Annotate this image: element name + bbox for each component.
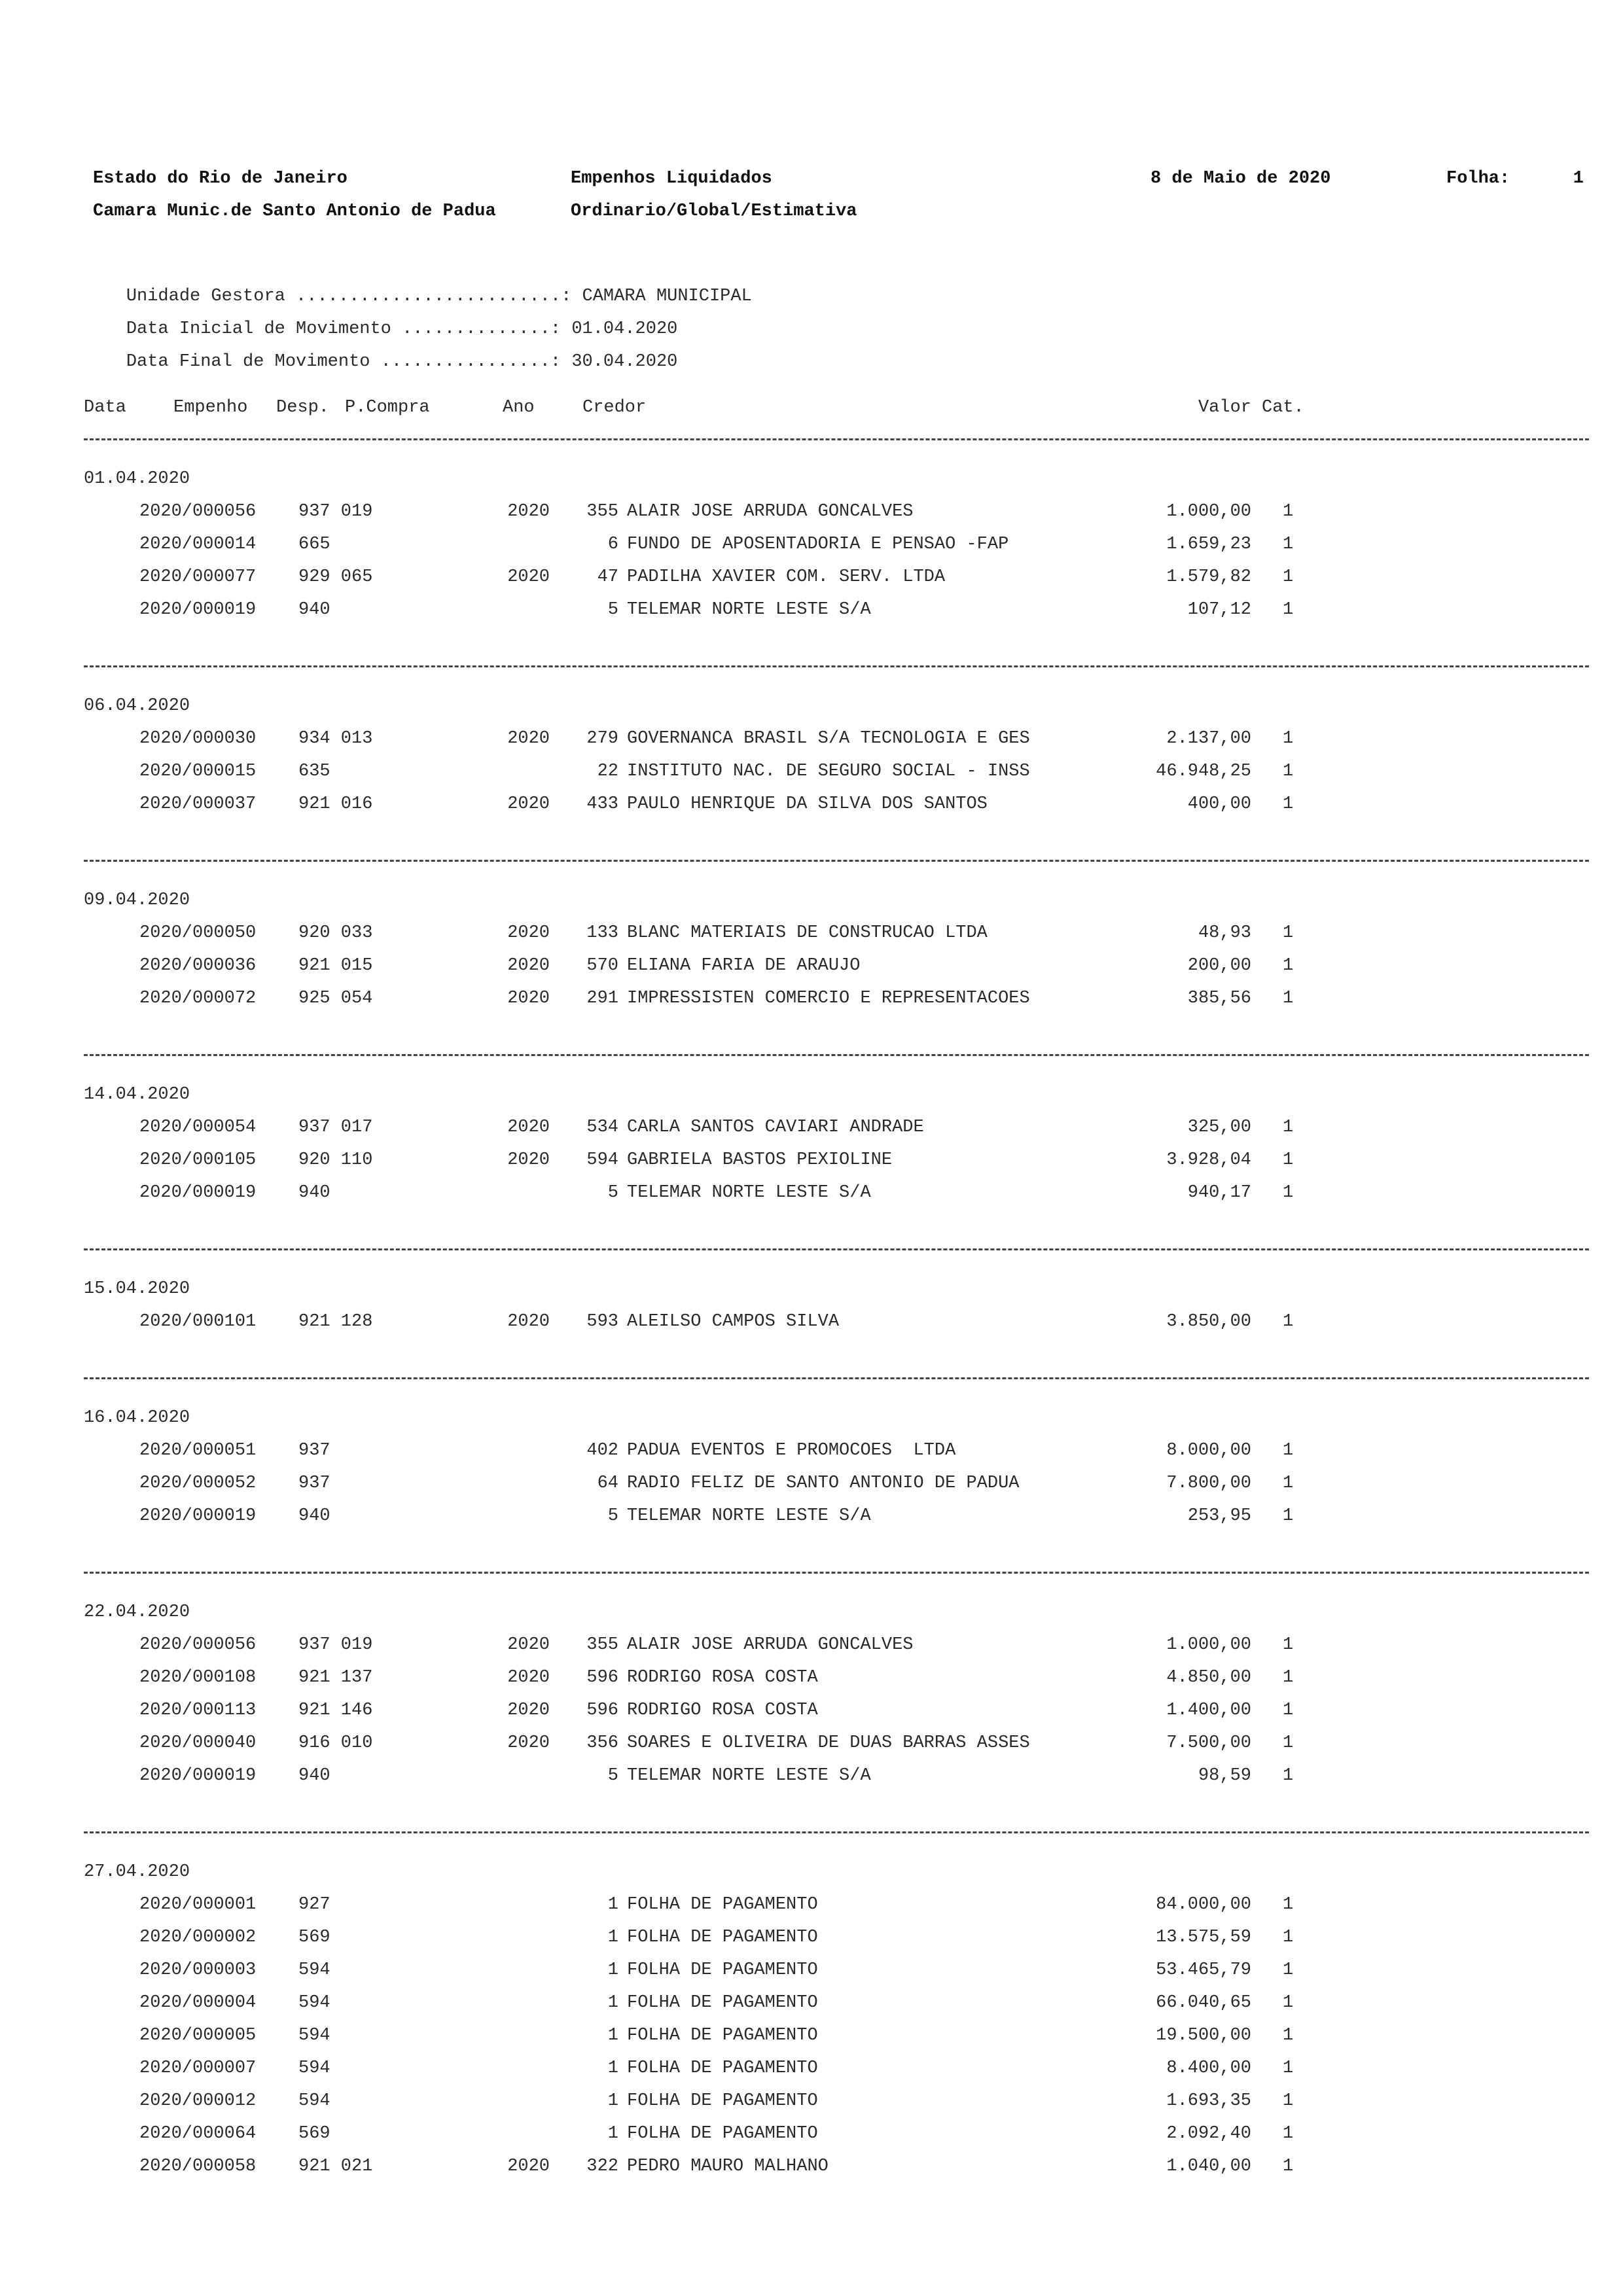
row-empenho: 2020/000030 <box>139 729 257 749</box>
row-credor: PEDRO MAURO MALHANO <box>627 2157 829 2176</box>
row-desp: 925 054 <box>298 989 373 1008</box>
row-credor: FOLHA DE PAGAMENTO <box>627 1960 818 1980</box>
row-valor: 1.579,82 <box>1166 567 1251 587</box>
row-empenho: 2020/000105 <box>139 1150 257 1170</box>
separator-line <box>84 1377 1589 1379</box>
row-credor-code: 1 <box>607 1993 618 2013</box>
row-empenho: 2020/000014 <box>139 535 257 554</box>
row-valor: 4.850,00 <box>1166 1668 1251 1687</box>
separator-line <box>84 1572 1589 1574</box>
group-date: 14.04.2020 <box>84 1085 190 1104</box>
row-credor-code: 1 <box>607 2058 618 2078</box>
row-credor-code: 1 <box>607 2124 618 2144</box>
row-desp: 927 <box>298 1895 330 1915</box>
row-empenho: 2020/000040 <box>139 1733 257 1753</box>
row-ano: 2020 <box>507 1668 550 1687</box>
row-cat: 1 <box>1283 923 1294 943</box>
row-credor: FOLHA DE PAGAMENTO <box>627 2058 818 2078</box>
row-credor-code: 593 <box>586 1312 618 1332</box>
row-valor: 385,56 <box>1187 989 1251 1008</box>
row-cat: 1 <box>1283 2124 1294 2144</box>
row-valor: 53.465,79 <box>1156 1960 1251 1980</box>
col-header-desp: Desp. <box>276 398 330 417</box>
col-header-ano: Ano <box>503 398 535 417</box>
row-credor: INSTITUTO NAC. DE SEGURO SOCIAL - INSS <box>627 762 1030 781</box>
row-credor-code: 279 <box>586 729 618 749</box>
row-credor: PADILHA XAVIER COM. SERV. LTDA <box>627 567 946 587</box>
row-valor: 2.137,00 <box>1166 729 1251 749</box>
row-empenho: 2020/000005 <box>139 2026 257 2045</box>
row-credor-code: 47 <box>597 567 618 587</box>
row-cat: 1 <box>1283 1766 1294 1786</box>
row-ano: 2020 <box>507 1312 550 1332</box>
row-valor: 3.928,04 <box>1166 1150 1251 1170</box>
folha-label: Folha: <box>1446 169 1510 188</box>
row-credor-code: 355 <box>586 502 618 521</box>
meta-data-final-label: Data Final de Movimento ................: <box>126 352 562 372</box>
row-valor: 19.500,00 <box>1156 2026 1251 2045</box>
row-credor: GABRIELA BASTOS PEXIOLINE <box>627 1150 893 1170</box>
row-desp: 569 <box>298 2124 330 2144</box>
meta-data-final <box>84 332 677 391</box>
row-valor: 253,95 <box>1187 1506 1251 1526</box>
row-cat: 1 <box>1283 1993 1294 2013</box>
row-valor: 84.000,00 <box>1156 1895 1251 1915</box>
row-empenho: 2020/000012 <box>139 2091 257 2111</box>
row-empenho: 2020/000019 <box>139 1766 257 1786</box>
meta-data-inicial-label: Data Inicial de Movimento ..............: <box>126 319 562 339</box>
row-credor-code: 534 <box>586 1118 618 1137</box>
row-desp: 937 019 <box>298 1635 373 1655</box>
row-ano: 2020 <box>507 1701 550 1720</box>
row-desp: 921 128 <box>298 1312 373 1332</box>
row-credor-code: 5 <box>607 1183 618 1203</box>
row-empenho: 2020/000054 <box>139 1118 257 1137</box>
row-valor: 66.040,65 <box>1156 1993 1251 2013</box>
row-credor: FOLHA DE PAGAMENTO <box>627 2124 818 2144</box>
row-credor-code: 1 <box>607 1928 618 1947</box>
row-valor: 7.500,00 <box>1166 1733 1251 1753</box>
row-valor: 1.400,00 <box>1166 1701 1251 1720</box>
row-empenho: 2020/000019 <box>139 1506 257 1526</box>
row-ano: 2020 <box>507 1635 550 1655</box>
row-desp: 940 <box>298 1183 330 1203</box>
row-cat: 1 <box>1283 567 1294 587</box>
row-valor: 1.000,00 <box>1166 1635 1251 1655</box>
row-cat: 1 <box>1283 2058 1294 2078</box>
meta-unidade-value: CAMARA MUNICIPAL <box>582 287 752 306</box>
group-date: 27.04.2020 <box>84 1862 190 1882</box>
row-credor-code: 1 <box>607 2091 618 2111</box>
row-credor: GOVERNANCA BRASIL S/A TECNOLOGIA E GES <box>627 729 1030 749</box>
row-valor: 48,93 <box>1198 923 1251 943</box>
row-credor: PAULO HENRIQUE DA SILVA DOS SANTOS <box>627 794 988 814</box>
row-credor-code: 291 <box>586 989 618 1008</box>
row-empenho: 2020/000001 <box>139 1895 257 1915</box>
row-empenho: 2020/000007 <box>139 2058 257 2078</box>
row-empenho: 2020/000002 <box>139 1928 257 1947</box>
row-empenho: 2020/000058 <box>139 2157 257 2176</box>
row-credor-code: 355 <box>586 1635 618 1655</box>
row-credor-code: 5 <box>607 1506 618 1526</box>
row-ano: 2020 <box>507 567 550 587</box>
row-credor: RODRIGO ROSA COSTA <box>627 1668 818 1687</box>
row-ano: 2020 <box>507 1118 550 1137</box>
row-empenho: 2020/000050 <box>139 923 257 943</box>
row-credor: FOLHA DE PAGAMENTO <box>627 2091 818 2111</box>
row-empenho: 2020/000113 <box>139 1701 257 1720</box>
row-ano: 2020 <box>507 729 550 749</box>
row-cat: 1 <box>1283 1441 1294 1460</box>
group-date: 09.04.2020 <box>84 891 190 910</box>
row-cat: 1 <box>1283 794 1294 814</box>
row-credor: RADIO FELIZ DE SANTO ANTONIO DE PADUA <box>627 1474 1020 1493</box>
separator-line <box>84 1831 1589 1833</box>
row-credor-code: 356 <box>586 1733 618 1753</box>
row-empenho: 2020/000108 <box>139 1668 257 1687</box>
row-empenho: 2020/000037 <box>139 794 257 814</box>
row-valor: 3.850,00 <box>1166 1312 1251 1332</box>
row-credor-code: 64 <box>597 1474 618 1493</box>
row-credor: FOLHA DE PAGAMENTO <box>627 1895 818 1915</box>
row-cat: 1 <box>1283 600 1294 620</box>
row-empenho: 2020/000051 <box>139 1441 257 1460</box>
row-valor: 46.948,25 <box>1156 762 1251 781</box>
row-desp: 916 010 <box>298 1733 373 1753</box>
row-cat: 1 <box>1283 502 1294 521</box>
row-cat: 1 <box>1283 956 1294 976</box>
row-credor-code: 402 <box>586 1441 618 1460</box>
row-credor-code: 322 <box>586 2157 618 2176</box>
row-desp: 920 033 <box>298 923 373 943</box>
row-cat: 1 <box>1283 762 1294 781</box>
row-credor-code: 5 <box>607 1766 618 1786</box>
separator-line <box>84 1248 1589 1250</box>
row-cat: 1 <box>1283 1928 1294 1947</box>
row-credor: FOLHA DE PAGAMENTO <box>627 2026 818 2045</box>
row-cat: 1 <box>1283 989 1294 1008</box>
row-desp: 937 019 <box>298 502 373 521</box>
col-header-cat: Cat. <box>1262 398 1304 417</box>
row-desp: 929 065 <box>298 567 373 587</box>
row-desp: 665 <box>298 535 330 554</box>
row-empenho: 2020/000052 <box>139 1474 257 1493</box>
separator-line <box>84 860 1589 862</box>
row-credor: ELIANA FARIA DE ARAUJO <box>627 956 861 976</box>
row-valor: 2.092,40 <box>1166 2124 1251 2144</box>
row-ano: 2020 <box>507 2157 550 2176</box>
row-credor: RODRIGO ROSA COSTA <box>627 1701 818 1720</box>
row-credor: SOARES E OLIVEIRA DE DUAS BARRAS ASSES <box>627 1733 1030 1753</box>
meta-unidade-label: Unidade Gestora .........................: <box>126 287 572 306</box>
group-date: 01.04.2020 <box>84 469 190 489</box>
row-valor: 1.659,23 <box>1166 535 1251 554</box>
row-cat: 1 <box>1283 535 1294 554</box>
separator-line <box>84 665 1589 667</box>
row-ano: 2020 <box>507 989 550 1008</box>
row-cat: 1 <box>1283 1118 1294 1137</box>
row-credor: IMPRESSISTEN COMERCIO E REPRESENTACOES <box>627 989 1030 1008</box>
row-empenho: 2020/000072 <box>139 989 257 1008</box>
row-cat: 1 <box>1283 2026 1294 2045</box>
row-desp: 940 <box>298 1766 330 1786</box>
row-credor-code: 22 <box>597 762 618 781</box>
row-desp: 921 137 <box>298 1668 373 1687</box>
row-valor: 325,00 <box>1187 1118 1251 1137</box>
row-empenho: 2020/000101 <box>139 1312 257 1332</box>
row-credor: FOLHA DE PAGAMENTO <box>627 1993 818 2013</box>
row-desp: 594 <box>298 2091 330 2111</box>
header-state: Estado do Rio de Janeiro <box>93 169 348 188</box>
row-credor-code: 1 <box>607 1960 618 1980</box>
row-desp: 921 146 <box>298 1701 373 1720</box>
col-header-valor: Valor <box>1198 398 1251 417</box>
col-header-data: Data <box>84 398 126 417</box>
row-empenho: 2020/000077 <box>139 567 257 587</box>
row-desp: 921 015 <box>298 956 373 976</box>
report-title: Empenhos Liquidados <box>571 169 772 188</box>
row-cat: 1 <box>1283 1960 1294 1980</box>
meta-data-final-value: 30.04.2020 <box>571 352 678 372</box>
row-credor-code: 596 <box>586 1668 618 1687</box>
row-desp: 594 <box>298 1960 330 1980</box>
col-header-empenho: Empenho <box>173 398 248 417</box>
row-cat: 1 <box>1283 1733 1294 1753</box>
group-date: 16.04.2020 <box>84 1408 190 1428</box>
row-empenho: 2020/000064 <box>139 2124 257 2144</box>
row-desp: 937 <box>298 1474 330 1493</box>
row-valor: 940,17 <box>1187 1183 1251 1203</box>
row-desp: 921 016 <box>298 794 373 814</box>
row-cat: 1 <box>1283 2157 1294 2176</box>
row-desp: 594 <box>298 2026 330 2045</box>
col-header-credor: Credor <box>582 398 647 417</box>
row-empenho: 2020/000019 <box>139 1183 257 1203</box>
row-cat: 1 <box>1283 1895 1294 1915</box>
row-empenho: 2020/000015 <box>139 762 257 781</box>
row-cat: 1 <box>1283 729 1294 749</box>
row-empenho: 2020/000004 <box>139 1993 257 2013</box>
row-valor: 8.400,00 <box>1166 2058 1251 2078</box>
row-valor: 200,00 <box>1187 956 1251 976</box>
row-ano: 2020 <box>507 502 550 521</box>
row-desp: 594 <box>298 1993 330 2013</box>
row-credor: TELEMAR NORTE LESTE S/A <box>627 1766 871 1786</box>
row-desp: 937 <box>298 1441 330 1460</box>
row-cat: 1 <box>1283 1150 1294 1170</box>
row-valor: 7.800,00 <box>1166 1474 1251 1493</box>
group-date: 15.04.2020 <box>84 1279 190 1299</box>
row-desp: 594 <box>298 2058 330 2078</box>
row-credor: ALEILSO CAMPOS SILVA <box>627 1312 840 1332</box>
row-valor: 13.575,59 <box>1156 1928 1251 1947</box>
row-credor-code: 133 <box>586 923 618 943</box>
meta-data-inicial-value: 01.04.2020 <box>571 319 678 339</box>
row-credor-code: 433 <box>586 794 618 814</box>
row-valor: 1.000,00 <box>1166 502 1251 521</box>
row-empenho: 2020/000056 <box>139 502 257 521</box>
row-desp: 934 013 <box>298 729 373 749</box>
row-credor: FUNDO DE APOSENTADORIA E PENSAO -FAP <box>627 535 1009 554</box>
report-subtitle: Ordinario/Global/Estimativa <box>571 202 857 221</box>
row-valor: 98,59 <box>1198 1766 1251 1786</box>
header-entity: Camara Munic.de Santo Antonio de Padua <box>93 202 496 221</box>
folha-value: 1 <box>1573 169 1584 188</box>
row-desp: 921 021 <box>298 2157 373 2176</box>
row-ano: 2020 <box>507 923 550 943</box>
row-ano: 2020 <box>507 1733 550 1753</box>
row-valor: 1.040,00 <box>1166 2157 1251 2176</box>
row-cat: 1 <box>1283 1474 1294 1493</box>
row-credor: TELEMAR NORTE LESTE S/A <box>627 600 871 620</box>
row-credor: ALAIR JOSE ARRUDA GONCALVES <box>627 502 914 521</box>
row-desp: 569 <box>298 1928 330 1947</box>
separator-line <box>84 438 1589 440</box>
row-credor-code: 596 <box>586 1701 618 1720</box>
row-credor: PADUA EVENTOS E PROMOCOES LTDA <box>627 1441 956 1460</box>
row-desp: 920 110 <box>298 1150 373 1170</box>
row-credor: FOLHA DE PAGAMENTO <box>627 1928 818 1947</box>
separator-line <box>84 1054 1589 1056</box>
row-ano: 2020 <box>507 956 550 976</box>
row-credor: CARLA SANTOS CAVIARI ANDRADE <box>627 1118 924 1137</box>
row-desp: 635 <box>298 762 330 781</box>
row-credor-code: 5 <box>607 600 618 620</box>
row-empenho: 2020/000056 <box>139 1635 257 1655</box>
row-credor: ALAIR JOSE ARRUDA GONCALVES <box>627 1635 914 1655</box>
row-credor-code: 1 <box>607 2026 618 2045</box>
row-cat: 1 <box>1283 1506 1294 1526</box>
row-ano: 2020 <box>507 794 550 814</box>
row-desp: 940 <box>298 600 330 620</box>
group-date: 06.04.2020 <box>84 696 190 716</box>
row-valor: 400,00 <box>1187 794 1251 814</box>
row-credor-code: 570 <box>586 956 618 976</box>
row-cat: 1 <box>1283 1635 1294 1655</box>
row-desp: 940 <box>298 1506 330 1526</box>
row-cat: 1 <box>1283 2091 1294 2111</box>
row-empenho: 2020/000036 <box>139 956 257 976</box>
row-cat: 1 <box>1283 1312 1294 1332</box>
row-ano: 2020 <box>507 1150 550 1170</box>
row-cat: 1 <box>1283 1183 1294 1203</box>
row-cat: 1 <box>1283 1701 1294 1720</box>
row-valor: 8.000,00 <box>1166 1441 1251 1460</box>
row-valor: 1.693,35 <box>1166 2091 1251 2111</box>
row-empenho: 2020/000019 <box>139 600 257 620</box>
row-empenho: 2020/000003 <box>139 1960 257 1980</box>
row-credor-code: 594 <box>586 1150 618 1170</box>
row-desp: 937 017 <box>298 1118 373 1137</box>
row-credor-code: 1 <box>607 1895 618 1915</box>
row-credor-code: 6 <box>607 535 618 554</box>
row-credor: TELEMAR NORTE LESTE S/A <box>627 1506 871 1526</box>
row-credor: BLANC MATERIAIS DE CONSTRUCAO LTDA <box>627 923 988 943</box>
row-cat: 1 <box>1283 1668 1294 1687</box>
report-date: 8 de Maio de 2020 <box>1150 169 1331 188</box>
row-credor: TELEMAR NORTE LESTE S/A <box>627 1183 871 1203</box>
col-header-pcompra: P.Compra <box>345 398 430 417</box>
group-date: 22.04.2020 <box>84 1602 190 1622</box>
row-valor: 107,12 <box>1187 600 1251 620</box>
